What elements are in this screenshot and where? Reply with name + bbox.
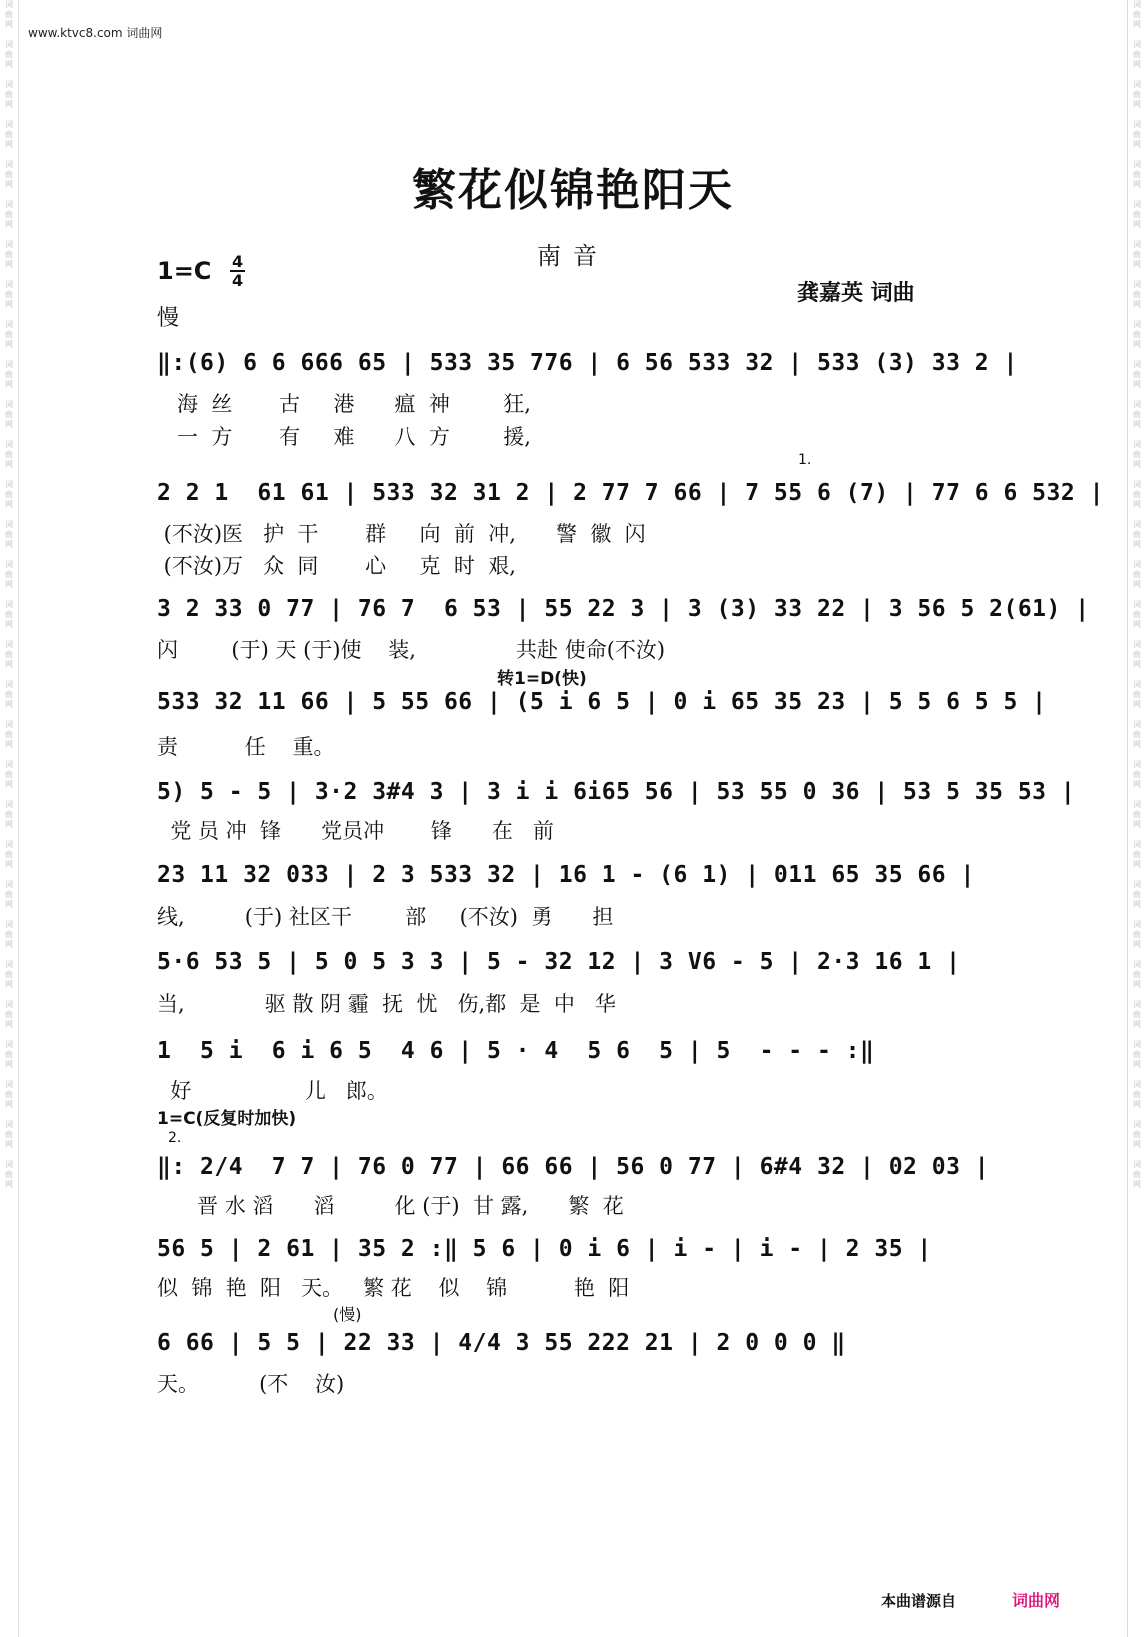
volta-1-label: 1. bbox=[798, 452, 812, 468]
lyric-line: (不汝)万 众 同 心 克 时 艰, bbox=[157, 554, 516, 578]
notation-line: 5) 5 - 5 | 3·2 3#4 3 | 3 i i 6i65 56 | 53 55 0 36 | 53 5 35 53 | bbox=[157, 779, 1076, 805]
lyric-line: 海 丝 古 港 瘟 神 狂, bbox=[157, 392, 531, 416]
notation-line: 56 5 | 2 61 | 35 2 :‖ 5 6 | 0 i 6 | i - | i - | 2 35 | bbox=[157, 1236, 932, 1262]
time-signature bbox=[230, 253, 245, 289]
notation-line: 3 2 33 0 77 | 76 7 6 53 | 55 22 3 | 3 (3) 33 22 | 3 56 5 2(61) | bbox=[157, 596, 1090, 622]
notation-line: 23 11 32 033 | 2 3 533 32 | 16 1 - (6 1) | 011 65 35 66 | bbox=[157, 862, 975, 888]
volta-2-label: 2. bbox=[168, 1130, 182, 1146]
key-change-mark: 转1=D(快) bbox=[497, 669, 587, 689]
notation-line: 533 32 11 66 | 5 55 66 | (5 i 6 5 | 0 i 65 35 23 | 5 5 6 5 5 | bbox=[157, 689, 1047, 715]
time-sig-bottom: 4 bbox=[232, 271, 244, 290]
notation-line: ‖: 2/4 7 7 | 76 0 77 | 66 66 | 56 0 77 | 6#4 32 | 02 03 | bbox=[157, 1154, 990, 1180]
watermark-url: www.ktvc8.com 词曲网 bbox=[28, 26, 163, 40]
footer-site-link[interactable]: 词曲网 bbox=[1011, 1591, 1060, 1610]
notation-line: 2 2 1 61 61 | 533 32 31 2 | 2 77 7 66 | 7 55 6 (7) | 77 6 6 532 | bbox=[157, 480, 1104, 506]
lyric-line: 党 员 冲 锋 党员冲 锋 在 前 bbox=[157, 819, 554, 843]
tempo-mark: 慢 bbox=[157, 306, 180, 331]
lyric-line: 晋 水 滔 滔 化 (于) 甘 露, 繁 花 bbox=[157, 1194, 624, 1218]
lyric-line: 闪 (于) 天 (于)使 装, 共赴 使命(不汝) bbox=[157, 638, 666, 662]
notation-line: ‖:(6) 6 6 666 65 | 533 35 776 | 6 56 533 32 | 533 (3) 33 2 | bbox=[157, 350, 1018, 376]
lyric-line: 好 儿 郎。 bbox=[157, 1079, 388, 1103]
lyric-line: (不汝)医 护 干 群 向 前 冲, 警 徽 闪 bbox=[157, 522, 646, 546]
lyric-line: 责 任 重。 bbox=[157, 735, 335, 759]
slow-mark: (慢) bbox=[333, 1305, 362, 1324]
author-credit: 龚嘉英 词曲 bbox=[797, 281, 915, 306]
side-watermark-text: 词 曲 网 词 曲 网 词 曲 网 词 曲 网 词 曲 网 词 曲 网 词 曲 网 词 曲 网 词 曲 网 词 曲 网 词 曲 网 词 曲 网 词 曲 网 词 曲 网 词 曲 网 词 曲 网 词 曲 网 词 曲 网 词 曲 网 词 曲 网 词 曲 网 词 曲 网 词 曲 网 词 曲 网 词 曲 网 词 曲 网 词 曲 网 词 曲 网 词 曲 网 词 曲 网 bbox=[5, 0, 13, 1189]
song-title: 繁花似锦艳阳天 bbox=[412, 165, 734, 216]
lyric-line: 似 锦 艳 阳 天。 繁 花 似 锦 艳 阳 bbox=[157, 1276, 630, 1300]
notation-line: 1 5 i 6 i 6 5 4 6 | 5 · 4 5 6 5 | 5 - - - :‖ bbox=[157, 1038, 875, 1064]
lyric-line: 线, (于) 社区干 部 (不汝) 勇 担 bbox=[157, 905, 614, 929]
key-signature: 1=C bbox=[157, 257, 212, 285]
time-sig-top: 4 bbox=[232, 252, 244, 271]
lyric-line: 天。 (不 汝) bbox=[157, 1372, 345, 1396]
lyric-line: 一 方 有 难 八 方 援, bbox=[157, 425, 531, 449]
notation-line: 6 66 | 5 5 | 22 33 | 4/4 3 55 222 21 | 2 0 0 0 ‖ bbox=[157, 1330, 846, 1356]
side-watermark-text: 词 曲 网 词 曲 网 词 曲 网 词 曲 网 词 曲 网 词 曲 网 词 曲 网 词 曲 网 词 曲 网 词 曲 网 词 曲 网 词 曲 网 词 曲 网 词 曲 网 词 曲 网 词 曲 网 词 曲 网 词 曲 网 词 曲 网 词 曲 网 词 曲 网 词 曲 网 词 曲 网 词 曲 网 词 曲 网 词 曲 网 词 曲 网 词 曲 网 词 曲 网 词 曲 网 bbox=[1133, 0, 1141, 1189]
song-genre: 南音 bbox=[537, 242, 609, 270]
lyric-line: 当, 驱 散 阴 霾 抚 忧 伤,都 是 中 华 bbox=[157, 992, 616, 1016]
notation-line: 5·6 53 5 | 5 0 5 3 3 | 5 - 32 12 | 3 V6 - 5 | 2·3 16 1 | bbox=[157, 949, 961, 975]
repeat-key-mark: 1=C(反复时加快) bbox=[157, 1109, 297, 1129]
footer-source-label: 本曲谱源自 bbox=[880, 1592, 956, 1610]
